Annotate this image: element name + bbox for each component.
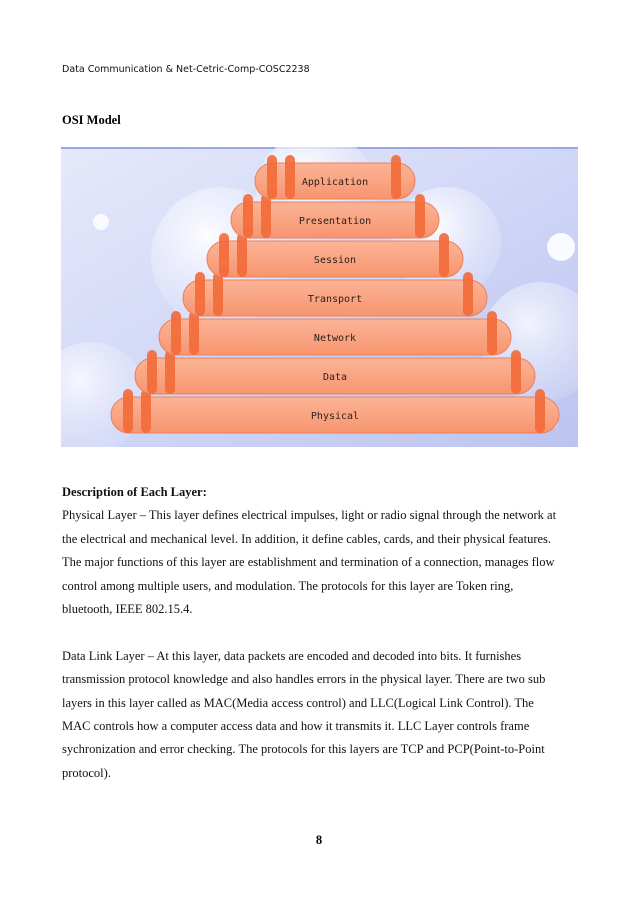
background-bubble: [547, 233, 575, 261]
layer-stripe: [535, 389, 545, 433]
layer-stripe: [487, 311, 497, 355]
layer-stripe: [391, 155, 401, 199]
layer-stripe: [123, 389, 133, 433]
layer-label: Session: [313, 255, 357, 266]
layer-stripe: [189, 311, 199, 355]
layer-stripe: [237, 233, 247, 277]
layer-stripe: [219, 233, 229, 277]
text-line: layers in this layer called as MAC(Media access control) and LLC(Logical Link Control). The: [62, 695, 534, 710]
background-bubble: [93, 214, 109, 230]
text-line: sychronization and error checking. The protocols for this layers are TCP and PCP(Point-to-Point: [62, 742, 545, 757]
layer-stripe: [439, 233, 449, 277]
osi-pyramid-diagram: [61, 147, 578, 447]
layer-label: Physical: [310, 411, 360, 422]
layer-label: Application: [301, 177, 369, 188]
layer-stripe: [415, 194, 425, 238]
layer-stripe: [171, 311, 181, 355]
layer-label: Data: [322, 372, 348, 383]
layer-label: Network: [313, 333, 357, 344]
layer-stripe: [463, 272, 473, 316]
text-line: MAC controls how a computer access data and how it transmits it. LLC Layer controls frame: [62, 719, 530, 734]
data-link-layer-paragraph: [62, 645, 582, 785]
text-line: bluetooth, IEEE 802.15.4.: [62, 602, 193, 617]
text-line: transmission protocol knowledge and also handles errors in the physical layer. There are two sub: [62, 672, 546, 687]
text-line: control among multiple users, and modulation. The protocols for this layer are Token ring,: [62, 578, 514, 593]
layer-stripe: [267, 155, 277, 199]
layer-stripe: [243, 194, 253, 238]
text-line: the electrical and mechanical level. In addition, it define cables, cards, and their physical features.: [62, 531, 552, 546]
osi-pyramid-figure: [61, 147, 578, 447]
text-line: Data Link Layer – At this layer, data packets are encoded and decoded into bits. It furnishes: [62, 648, 522, 663]
layer-stripe: [147, 350, 157, 394]
text-line: The major functions of this layer are establishment and termination of a connection, manages flow: [62, 555, 555, 570]
layer-stripe: [285, 155, 295, 199]
layer-stripe: [141, 389, 151, 433]
text-line: Physical Layer – This layer defines electrical impulses, light or radio signal through the network at: [62, 508, 557, 523]
page-number: 8: [315, 833, 323, 847]
layer-stripe: [261, 194, 271, 238]
layer-label: Transport: [307, 294, 363, 305]
description-heading: Description of Each Layer:: [62, 485, 207, 499]
text-line: protocol).: [62, 765, 111, 780]
layer-stripe: [511, 350, 521, 394]
section-title: OSI Model: [62, 113, 121, 127]
layer-stripe: [165, 350, 175, 394]
paragraph-gap: [62, 621, 582, 644]
physical-layer-paragraph: [62, 504, 582, 621]
layer-stripe: [213, 272, 223, 316]
layer-label: Presentation: [298, 216, 372, 227]
page-header: Data Communication & Net-Cetric-Comp-COSC2238: [62, 64, 310, 75]
description-section: [62, 481, 582, 785]
layer-stripe: [195, 272, 205, 316]
